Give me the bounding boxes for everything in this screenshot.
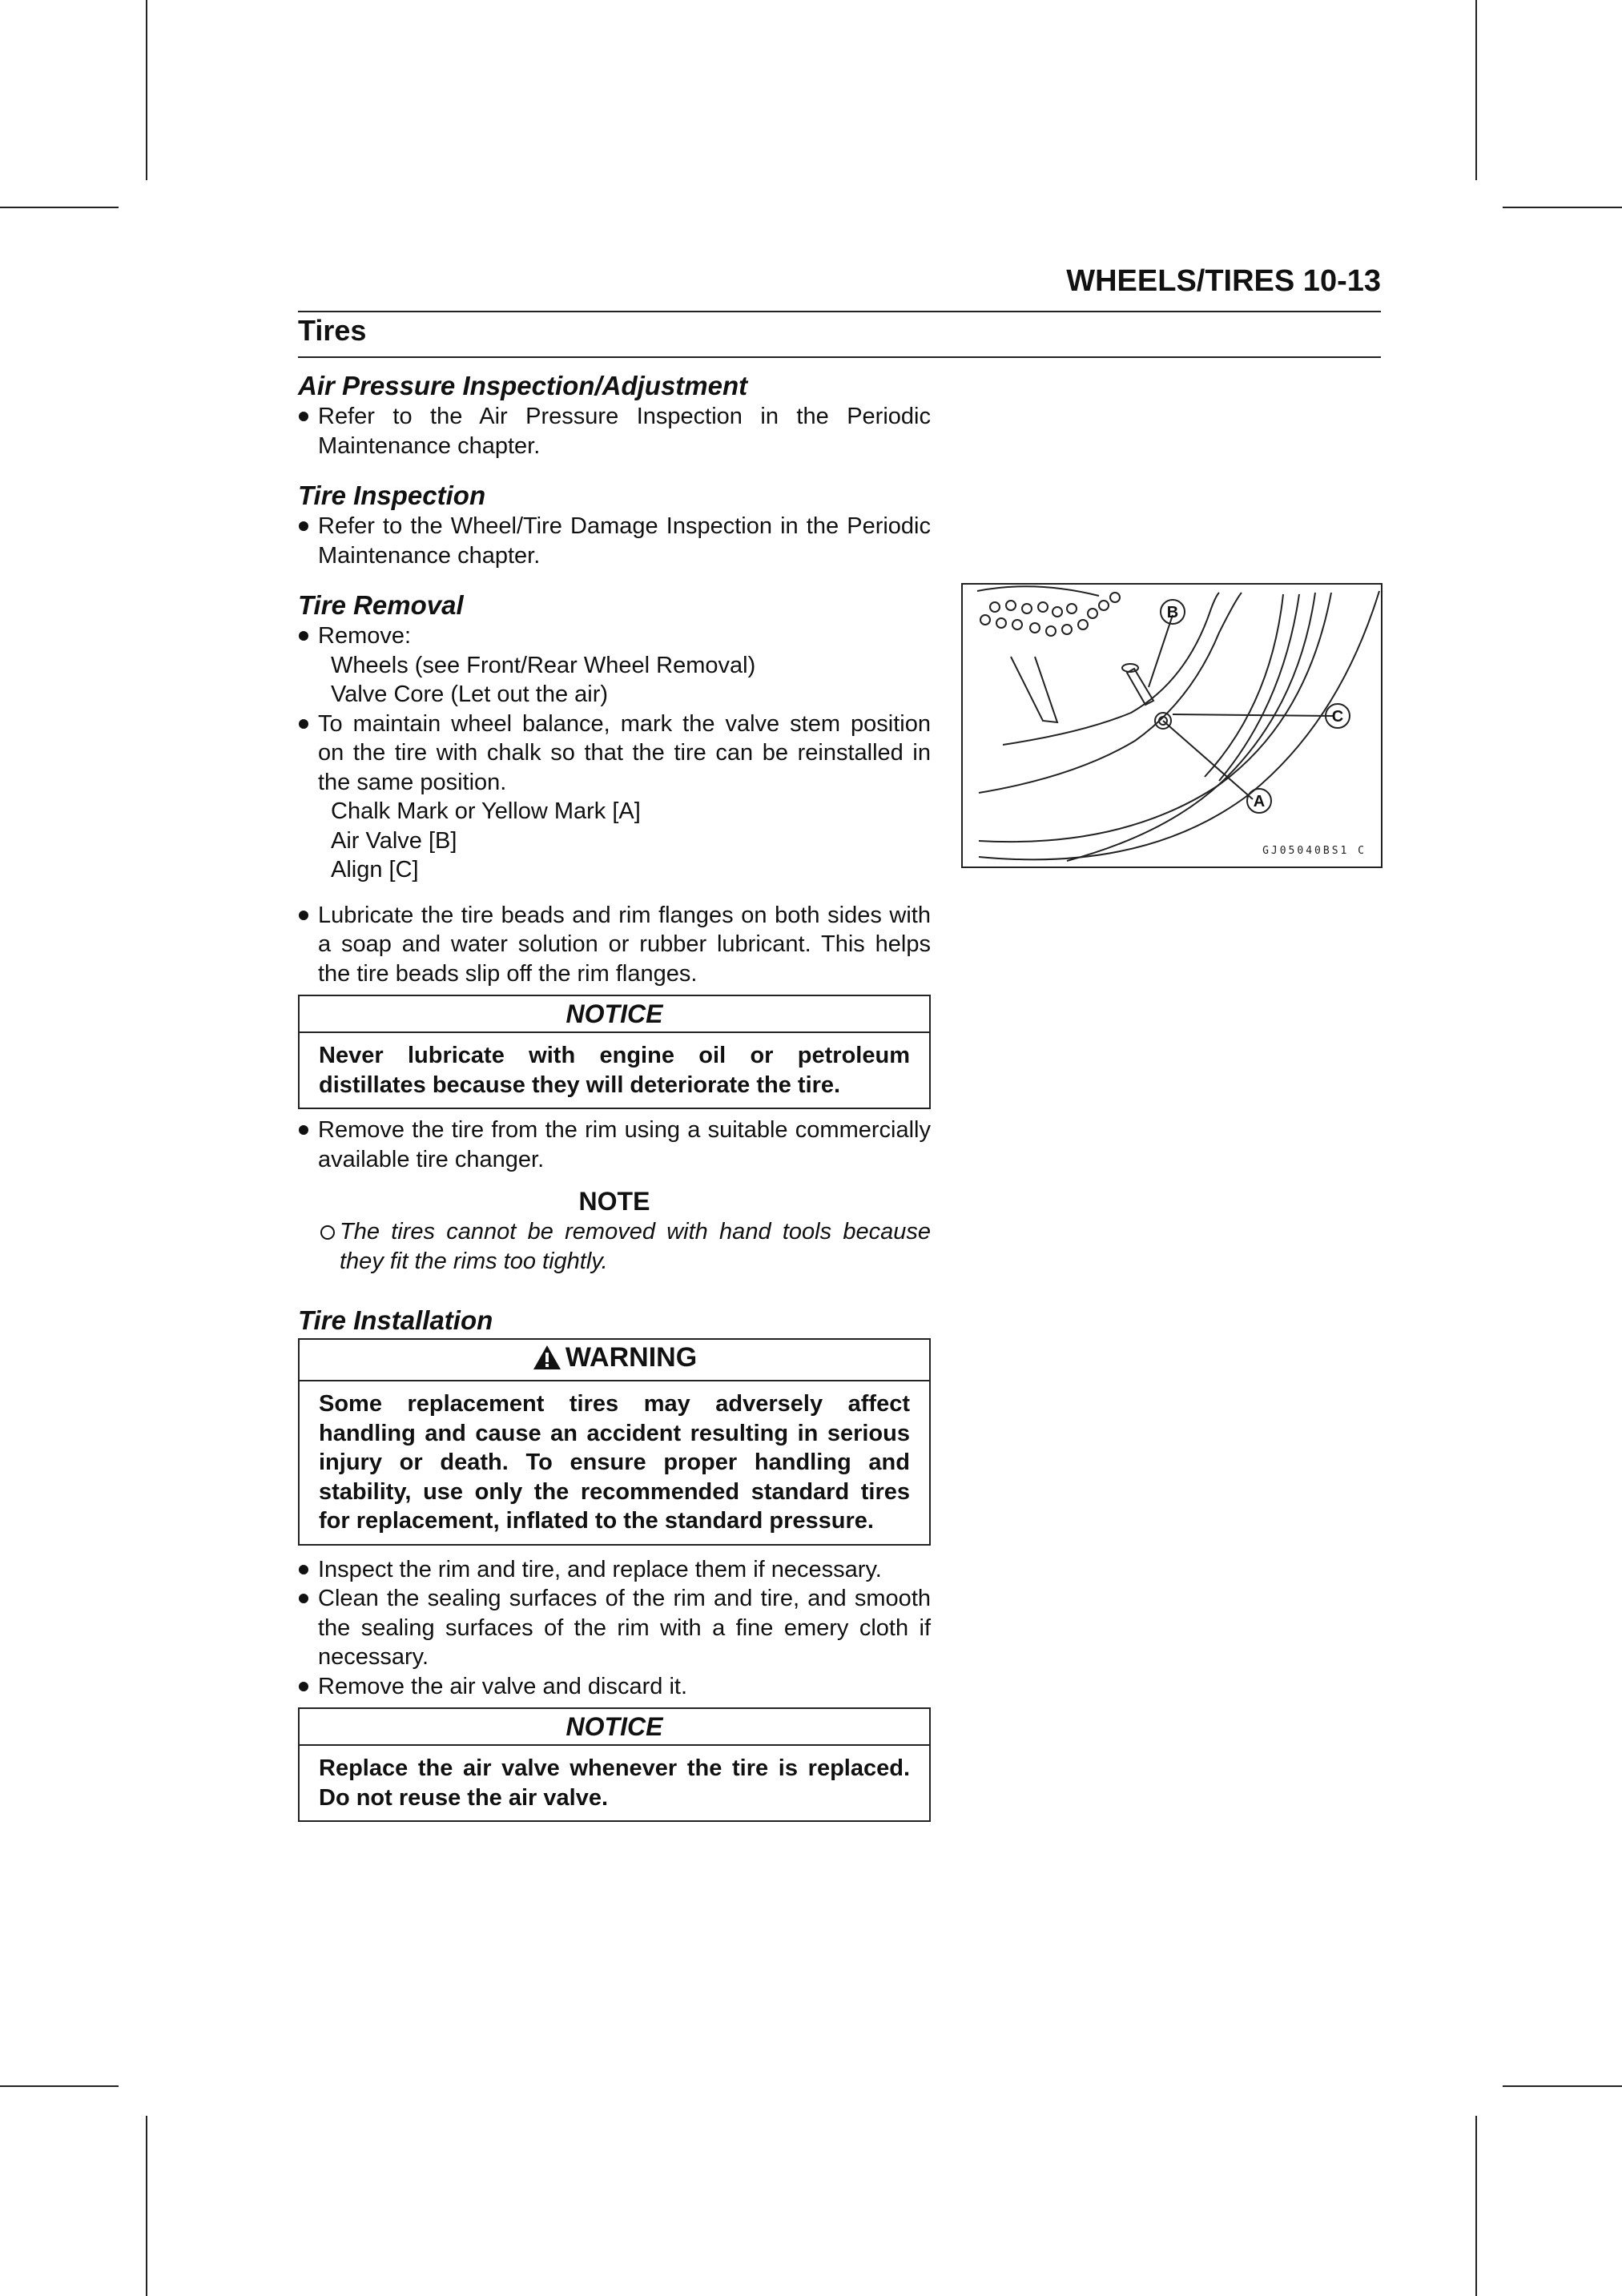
crop-mark bbox=[1503, 207, 1622, 208]
install-bullet: Remove the air valve and discard it. bbox=[298, 1672, 931, 1702]
wheel-illustration bbox=[963, 585, 1381, 867]
main-column bbox=[298, 370, 931, 1828]
warning-title: WARNING bbox=[565, 1342, 698, 1373]
changer-bullet: Remove the tire from the rim using a suitable commercially available tire changer. bbox=[298, 1116, 931, 1174]
tire-installation-heading: Tire Installation bbox=[298, 1305, 493, 1335]
air-pressure-heading: Air Pressure Inspection/Adjustment bbox=[298, 371, 748, 400]
crop-mark bbox=[0, 207, 119, 208]
page-header: WHEELS/TIRES 10-13 bbox=[1066, 264, 1381, 298]
notice-box bbox=[298, 995, 931, 1109]
crop-mark bbox=[146, 2116, 147, 2296]
tire-inspection-bullet: Refer to the Wheel/Tire Damage Inspection in the Periodic Maintenance chapter. bbox=[298, 512, 931, 570]
air-pressure-bullet: Refer to the Air Pressure Inspection in the Periodic Maintenance chapter. bbox=[298, 402, 931, 460]
header-rule bbox=[298, 311, 1381, 312]
label-b: B bbox=[1166, 604, 1179, 621]
notice-box-2 bbox=[298, 1707, 931, 1822]
notice-body: Never lubricate with engine oil or petroleum distillates because they will deteriorate the tire. bbox=[319, 1043, 910, 1098]
remove-bullet: Remove: bbox=[298, 621, 931, 651]
label-a: A bbox=[1253, 793, 1266, 810]
mark-item: Air Valve [B] bbox=[331, 827, 457, 854]
notice-body-2: Replace the air valve whenever the tire is replaced. Do not reuse the air valve. bbox=[319, 1755, 910, 1811]
crop-mark bbox=[0, 2085, 119, 2087]
install-bullet: Clean the sealing surfaces of the rim and tire, and smooth the sealing surfaces of the rim with a fine emery cloth if necessary. bbox=[298, 1584, 931, 1672]
section-rule bbox=[298, 356, 1381, 358]
notice-title: NOTICE bbox=[300, 996, 929, 1033]
section-title: Tires bbox=[298, 314, 367, 347]
warning-box bbox=[298, 1338, 931, 1546]
warning-triangle-icon bbox=[532, 1344, 562, 1380]
crop-mark bbox=[1475, 0, 1477, 180]
wheel-valve-figure bbox=[961, 583, 1383, 868]
mark-item: Align [C] bbox=[331, 857, 419, 883]
tire-removal-heading: Tire Removal bbox=[298, 590, 464, 620]
install-bullet: Inspect the rim and tire, and replace them if necessary. bbox=[298, 1555, 931, 1585]
mark-item: Chalk Mark or Yellow Mark [A] bbox=[331, 798, 641, 824]
warning-body: Some replacement tires may adversely affect handling and cause an accident resulting in serious injury or death. To ensure proper handling and stability, use only the recommended standard tires for replacement, inflated to the standard pressure. bbox=[319, 1391, 910, 1534]
crop-mark bbox=[1475, 2116, 1477, 2296]
figure-code: GJ05040BS1 C bbox=[1262, 845, 1366, 857]
warning-header bbox=[300, 1340, 929, 1381]
remove-item: Wheels (see Front/Rear Wheel Removal) bbox=[331, 652, 756, 678]
tire-inspection-heading: Tire Inspection bbox=[298, 481, 486, 510]
mark-bullet: To maintain wheel balance, mark the valve stem position on the tire with chalk so that the tire can be reinstalled in the same position. bbox=[298, 710, 931, 798]
label-c: C bbox=[1331, 708, 1344, 726]
lubricate-bullet: Lubricate the tire beads and rim flanges on both sides with a soap and water solution or rubber lubricant. This helps the tire beads slip off the rim flanges. bbox=[298, 901, 931, 989]
notice-title-2: NOTICE bbox=[300, 1709, 929, 1746]
crop-mark bbox=[1503, 2085, 1622, 2087]
remove-item: Valve Core (Let out the air) bbox=[331, 682, 609, 707]
note-text: The tires cannot be removed with hand tools because they fit the rims too tightly. bbox=[298, 1217, 931, 1276]
crop-mark bbox=[146, 0, 147, 180]
note-title: NOTE bbox=[578, 1187, 650, 1216]
